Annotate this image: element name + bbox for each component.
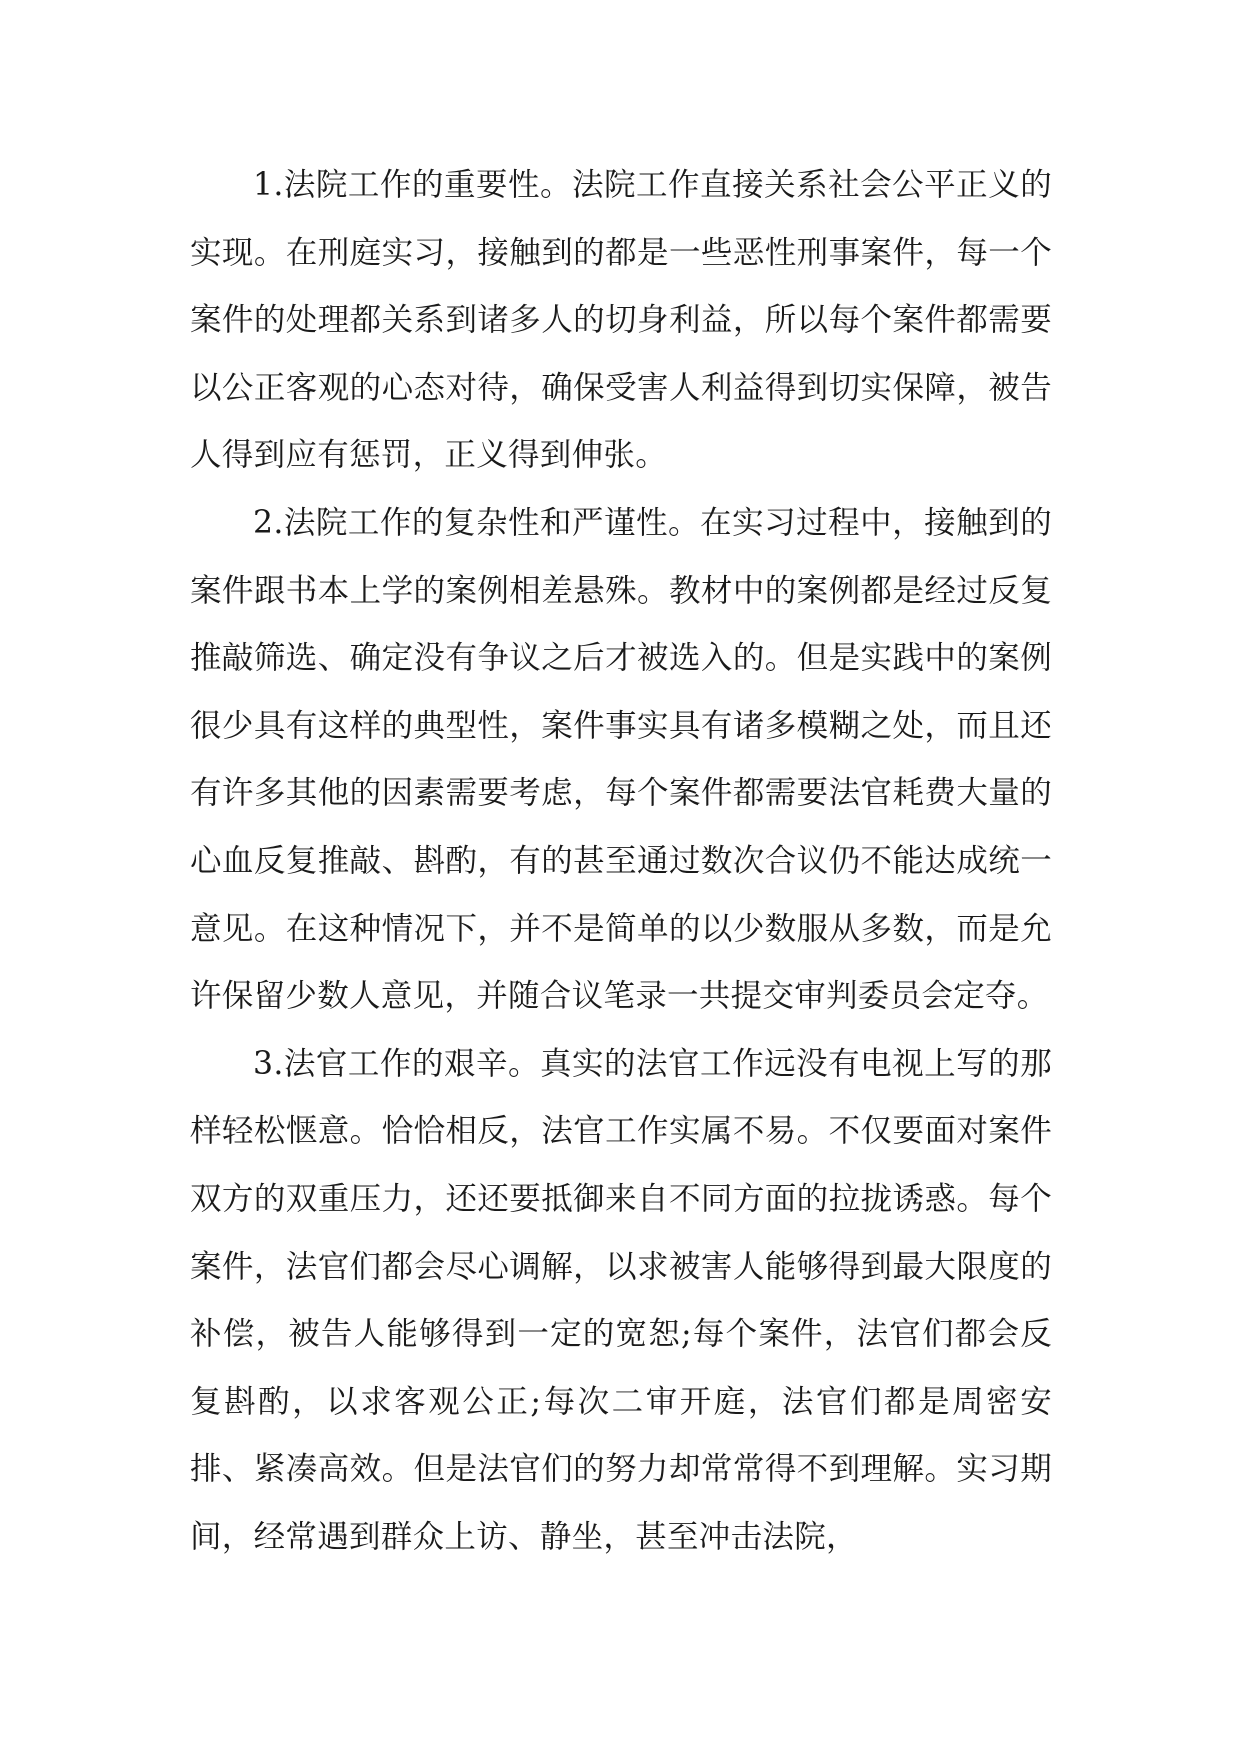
- paragraph-court-work-complexity: 2.法院工作的复杂性和严谨性。在实习过程中，接触到的案件跟书本上学的案例相差悬殊。教材中的案例都是经过反复推敲筛选、确定没有争议之后才被选入的。但是实践中的案例很少具有这样的典型性，案件事实具有诸多模糊之处，而且还有许多其他的因素需要考虑，每个案件都需要法官耗费大量的心血反复推敲、斟酌，有的甚至通过数次合议仍不能达成统一意见。在这种情况下，并不是简单的以少数服从多数，而是允许保留少数人意见，并随合议笔录一共提交审判委员会定夺。: [190, 504, 1052, 1015]
- paragraph-court-work-importance: 1.法院工作的重要性。法院工作直接关系社会公平正义的实现。在刑庭实习，接触到的都是一些恶性刑事案件，每一个案件的处理都关系到诸多人的切身利益，所以每个案件都需要以公正客观的心态对待，确保受害人利益得到切实保障，被告人得到应有惩罚，正义得到伸张。: [190, 167, 1052, 474]
- paragraph-judge-work-hardship: 3.法官工作的艰辛。真实的法官工作远没有电视上写的那样轻松惬意。恰恰相反，法官工作实属不易。不仅要面对案件双方的双重压力，还还要抵御来自不同方面的拉拢诱惑。每个案件，法官们都会尽心调解，以求被害人能够得到最大限度的补偿，被告人能够得到一定的宽恕;每个案件，法官们都会反复斟酌，以求客观公正;每次二审开庭，法官们都是周密安排、紧凑高效。但是法官们的努力却常常得不到理解。实习期间，经常遇到群众上访、静坐，甚至冲击法院，: [190, 1045, 1052, 1555]
- document-body: [190, 152, 1052, 1571]
